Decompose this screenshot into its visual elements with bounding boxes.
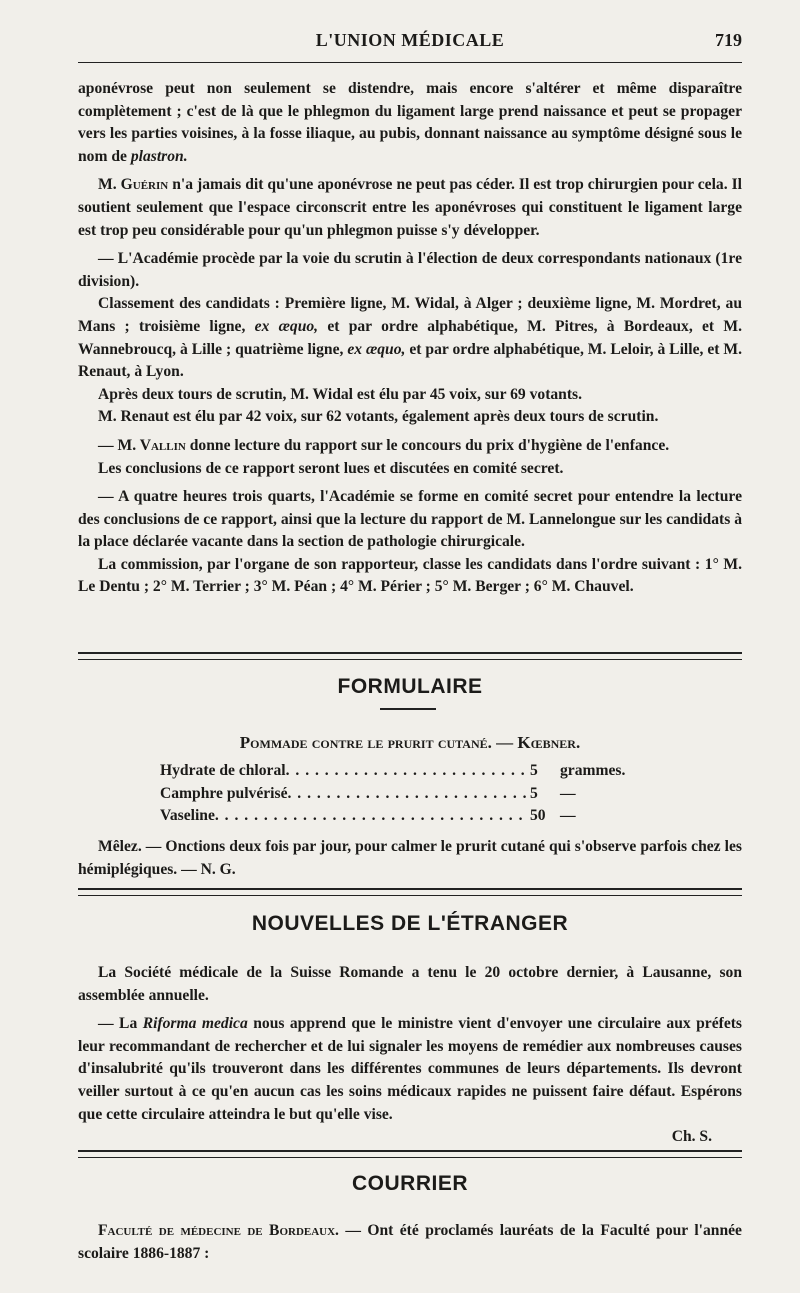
ingredient-unit: — bbox=[560, 807, 576, 824]
speaker-name: M. Guérin bbox=[98, 176, 169, 194]
ingredient-unit: — bbox=[560, 784, 576, 802]
formulaire-heading: FORMULAIRE bbox=[337, 675, 483, 698]
paragraph bbox=[78, 435, 742, 458]
section-divider bbox=[78, 652, 742, 660]
paragraph-text: aponévrose peut non seulement se distendre, mais encore s'altérer et même disparaître complètement ; c'est de là que le phlegmon du ligament large prend naissance et peut se propager vers les parties voisines, à la fosse iliaque, au pubis, donnant naissance au symptôme désigné sous le nom de bbox=[78, 80, 742, 165]
paragraph: — A quatre heures trois quarts, l'Académie se forme en comité secret pour entendre la lecture des conclusions de ce rapport, ainsi que la lecture du rapport de M. Lannelongue sur les candidats à la place déclarée vacante dans la section de pathologie chirurgicale. bbox=[78, 488, 742, 551]
paragraph-text: Classement des candidats : Première ligne, M. Widal, à Alger ; deuxième ligne, M. Mordret, au Mans ; troisième ligne, bbox=[78, 295, 742, 335]
foreign-news bbox=[78, 962, 742, 1149]
italic-term: ex æquo, bbox=[254, 317, 319, 335]
ingredient-unit: grammes. bbox=[560, 762, 626, 779]
dot-leader bbox=[286, 762, 526, 780]
paragraph: La Société médicale de la Suisse Romande a tenu le 20 octobre dernier, à Lausanne, son assemblée annuelle. bbox=[78, 964, 742, 1004]
paragraph-text: — Ont été proclamés lauréats de la Faculté pour l'année scolaire 1886-1887 : bbox=[78, 1222, 742, 1262]
paragraph bbox=[78, 78, 742, 168]
italic-term: plastron. bbox=[130, 147, 188, 165]
paragraph-text: nous apprend que le ministre vient d'envoyer une circulaire aux préfets leur recommandant de rechercher et de lui signaler les moyens de remédier aux nombreuses causes d'insalubrité qu'ils trouveront dans les différentes communes de leurs départements. Ils devront veiller surtout à ce qu'en aucun cas les soins médicaux rapides ne puissent faire défaut. Espérons que cette circulaire atteindra le but qu'elle vise. bbox=[78, 1015, 742, 1123]
paragraph bbox=[78, 1220, 742, 1265]
paragraph bbox=[78, 1013, 742, 1126]
paragraph: La commission, par l'organe de son rapporteur, classe les candidats dans l'ordre suivant : 1° M. Le Dentu ; 2° M. Terrier ; 3° M. Péan ; 4° M. Périer ; 5° M. Berger ; 6° M. Chauvel. bbox=[78, 555, 742, 596]
section-divider bbox=[78, 888, 742, 896]
paragraph-text: — La bbox=[98, 1015, 138, 1033]
ingredient-row bbox=[160, 807, 630, 830]
ingredient-quantity: 5 bbox=[530, 762, 538, 779]
ingredient-list bbox=[160, 762, 630, 830]
ingredient-row bbox=[160, 762, 630, 785]
courrier-heading: COURRIER bbox=[351, 1172, 468, 1195]
running-head bbox=[78, 30, 742, 58]
paragraph-text: et par ordre alphabétique, M. Pitres, à Bordeaux, et M. Wannebroucq, à Lille ; quatrième ligne, bbox=[78, 317, 742, 358]
recipe-instructions bbox=[78, 836, 742, 881]
author-signature: Ch. S. bbox=[671, 1128, 712, 1146]
ingredient-name: Camphre pulvérisé bbox=[160, 784, 288, 802]
heading-dash bbox=[380, 708, 436, 710]
ingredient-quantity: 50 bbox=[530, 807, 546, 824]
section-divider bbox=[78, 1150, 742, 1158]
courrier-text bbox=[78, 1220, 742, 1265]
ingredient-name: Vaseline bbox=[160, 807, 215, 824]
recipe-title-text: Pommade contre le prurit cutané. — Kœbner. bbox=[239, 733, 581, 752]
institution-name: Faculté de médecine de Bordeaux. bbox=[98, 1222, 339, 1239]
dot-leader bbox=[215, 807, 526, 825]
journal-title: L'UNION MÉDICALE bbox=[315, 30, 505, 50]
academy-report bbox=[78, 78, 742, 599]
nouvelles-heading: NOUVELLES DE L'ÉTRANGER bbox=[251, 912, 569, 935]
paragraph: Mêlez. — Onctions deux fois par jour, pour calmer le prurit cutané qui s'observe parfois chez les hémiplégiques. — N. G. bbox=[78, 838, 742, 878]
paragraph: M. Renaut est élu par 42 voix, sur 62 votants, également après deux tours de scrutin. bbox=[98, 408, 659, 426]
paragraph bbox=[78, 293, 742, 383]
paragraph bbox=[78, 174, 742, 242]
italic-term: Riforma medica bbox=[142, 1015, 248, 1033]
recipe-title bbox=[78, 733, 742, 753]
paragraph-text: n'a jamais dit qu'une aponévrose ne peut pas céder. Il est trop chirurgien pour cela. Il soutient seulement que l'espace circonscrit entre les aponévroses qui constituent le ligament large est trop peu considérable pour qu'un phlegmon puisse s'y développer. bbox=[78, 176, 743, 239]
ingredient-row bbox=[160, 785, 630, 808]
speaker-name: — M. Vallin bbox=[98, 436, 186, 454]
ingredient-quantity: 5 bbox=[530, 784, 538, 802]
dot-leader bbox=[288, 785, 527, 803]
ingredient-name: Hydrate de chloral bbox=[160, 762, 286, 779]
paragraph: — L'Académie procède par la voie du scrutin à l'élection de deux correspondants nationaux (1re division). bbox=[78, 250, 742, 290]
header-rule bbox=[78, 62, 742, 63]
italic-term: ex æquo, bbox=[347, 340, 406, 358]
paragraph-text: donne lecture du rapport sur le concours du prix d'hygiène de l'enfance. bbox=[189, 436, 670, 454]
paragraph: Après deux tours de scrutin, M. Widal est élu par 45 voix, sur 69 votants. bbox=[98, 385, 583, 403]
paragraph: Les conclusions de ce rapport seront lues et discutées en comité secret. bbox=[98, 459, 564, 477]
paragraph-text: et par ordre alphabétique, M. Leloir, à Lille, et M. Renaut, à Lyon. bbox=[78, 340, 742, 381]
page-number: 719 bbox=[715, 30, 742, 50]
